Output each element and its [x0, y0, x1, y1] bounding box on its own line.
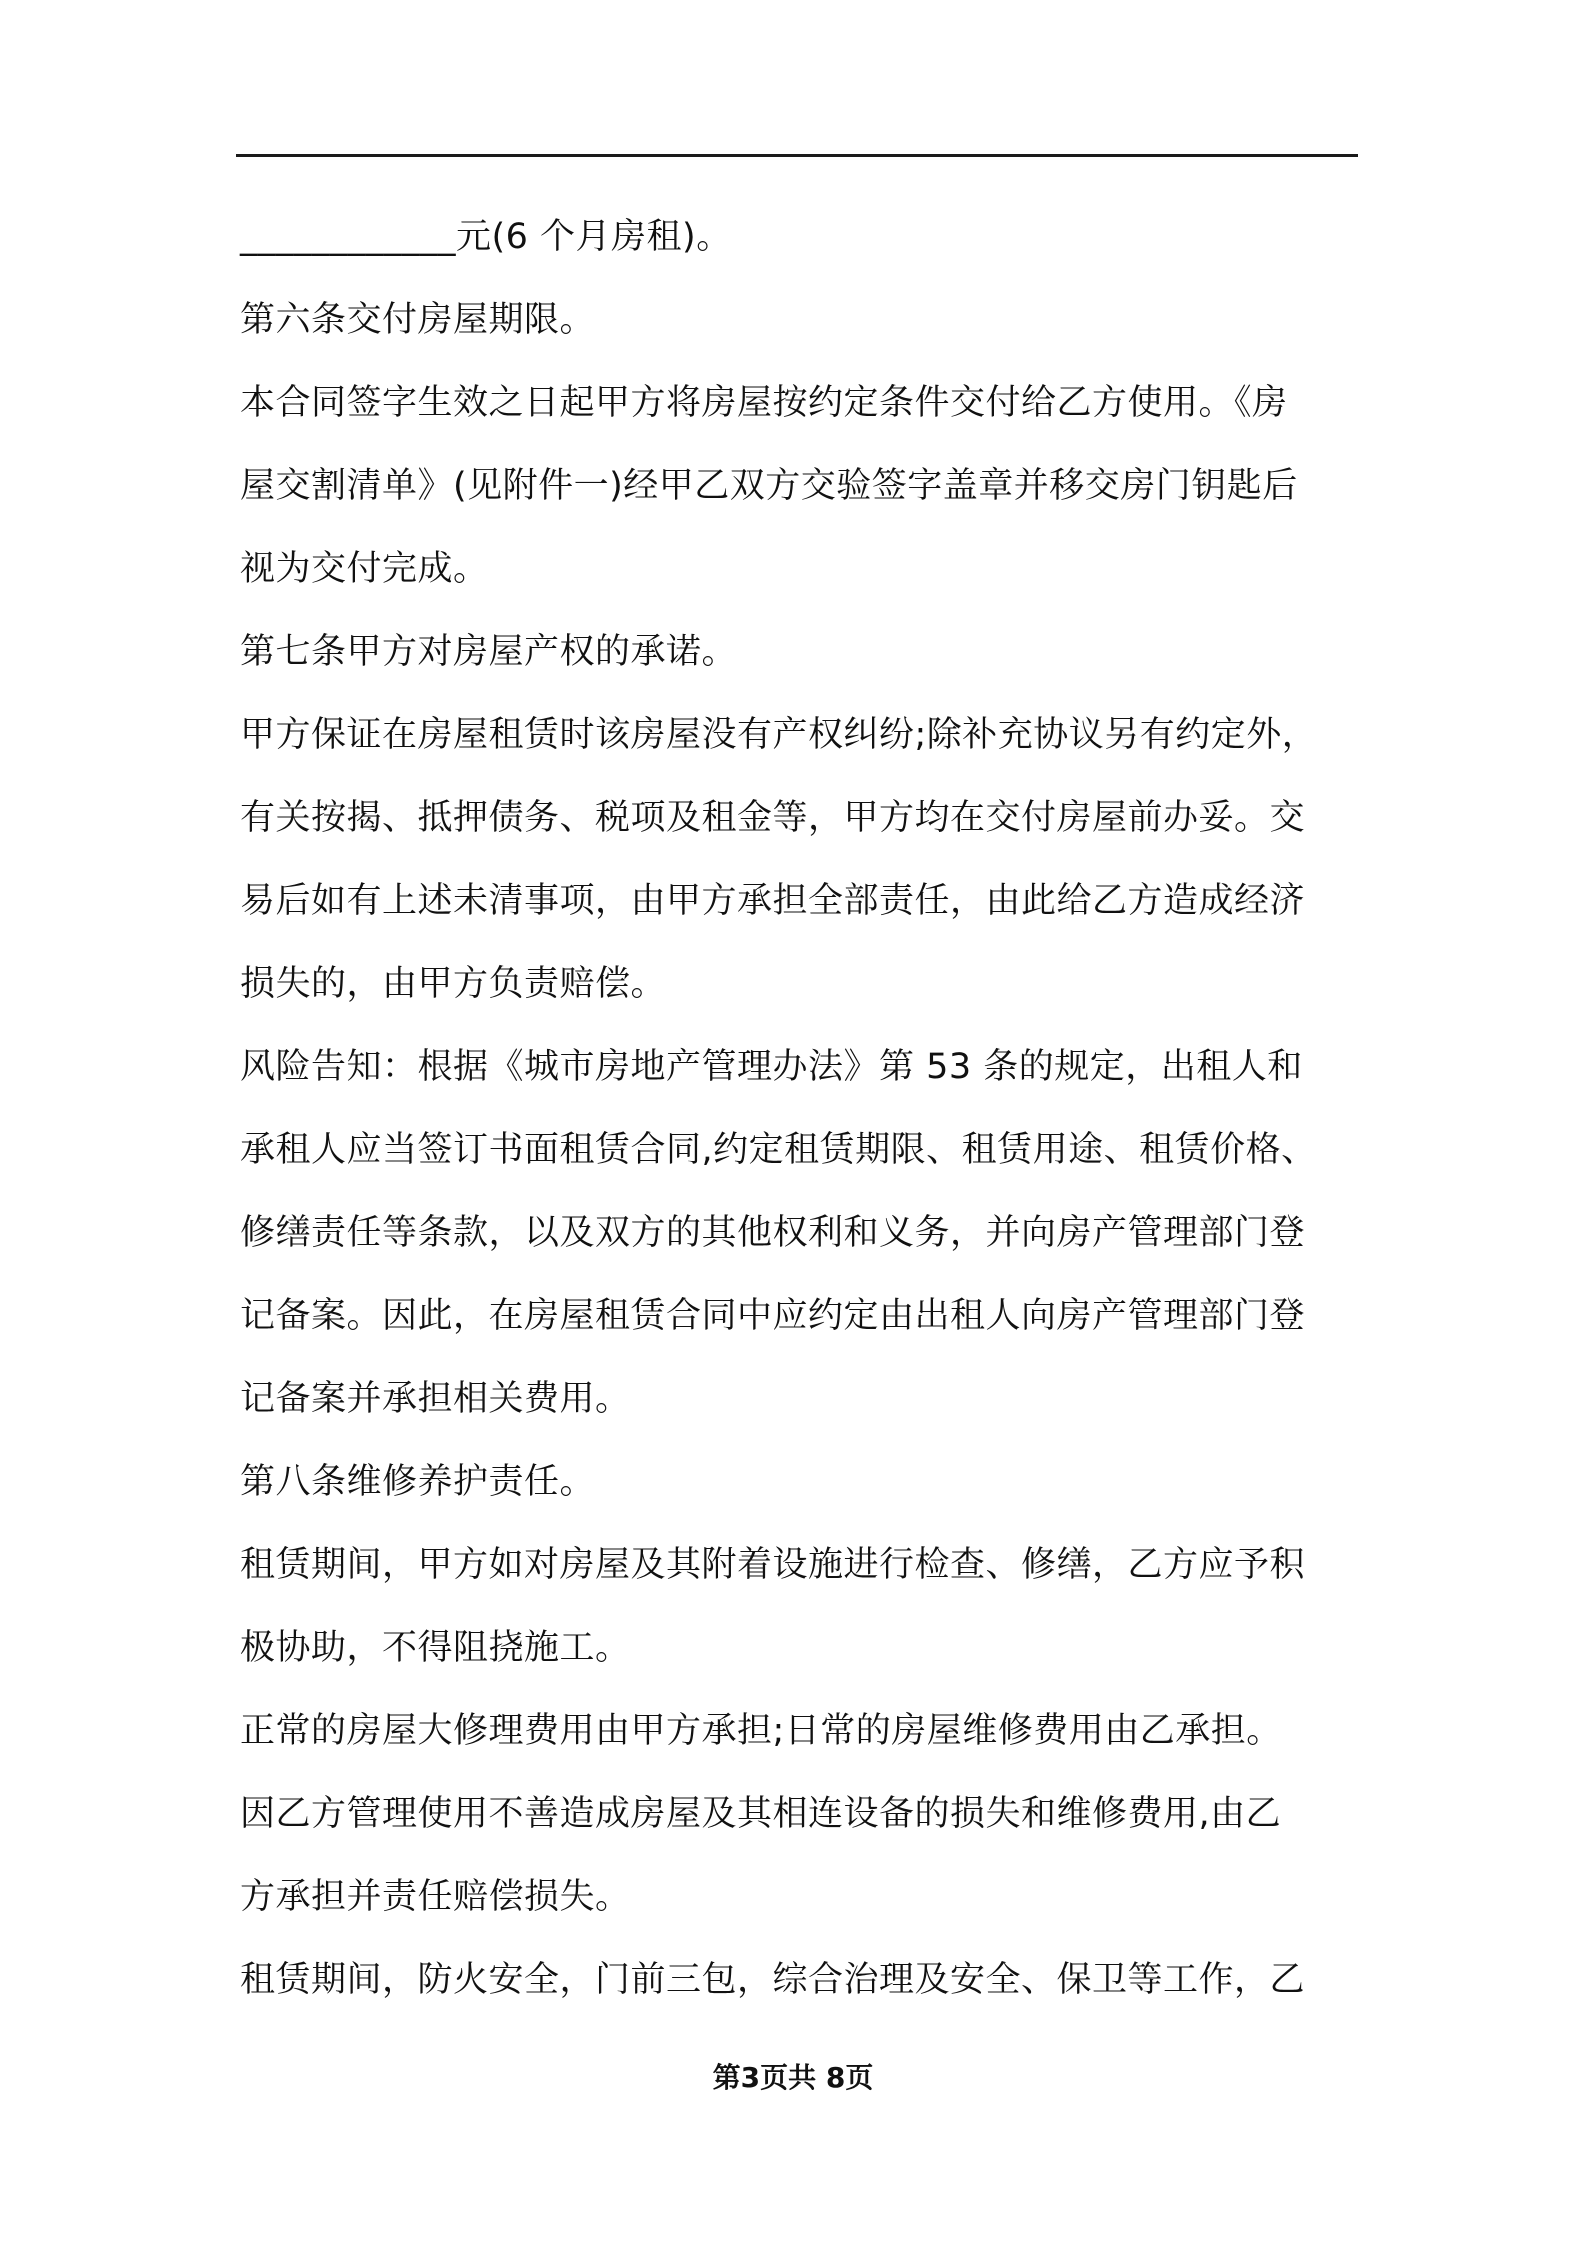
header-rule: [236, 154, 1358, 157]
text-line: ____________元(6 个月房租)。: [240, 217, 732, 257]
text-line: 甲方保证在房屋租赁时该房屋没有产权纠纷;除补充协议另有约定外，: [240, 715, 1318, 755]
section-heading: 第六条交付房屋期限。: [240, 300, 596, 340]
text-line: 记备案。因此，在房屋租赁合同中应约定由出租人向房产管理部门登: [240, 1296, 1306, 1336]
text-line: 租赁期间，防火安全，门前三包，综合治理及安全、保卫等工作，乙: [240, 1960, 1306, 2000]
text-line: 修缮责任等条款，以及双方的其他权利和义务，并向房产管理部门登: [240, 1213, 1306, 1253]
page-number: 第3页共 8页: [712, 2061, 874, 2094]
text-line: 视为交付完成。: [240, 549, 489, 589]
text-line: 租赁期间，甲方如对房屋及其附着设施进行检查、修缮，乙方应予积: [240, 1545, 1306, 1585]
text-line: 屋交割清单》(见附件一)经甲乙双方交验签字盖章并移交房门钥匙后: [240, 466, 1298, 506]
text-line: 损失的，由甲方负责赔偿。: [240, 964, 667, 1004]
text-line: 易后如有上述未清事项，由甲方承担全部责任，由此给乙方造成经济: [240, 881, 1306, 921]
document-body: [240, 196, 1360, 2022]
section-heading: 第七条甲方对房屋产权的承诺。: [240, 632, 738, 672]
text-line: 记备案并承担相关费用。: [240, 1379, 631, 1419]
text-line: 正常的房屋大修理费用由甲方承担;日常的房屋维修费用由乙承担。: [240, 1711, 1282, 1751]
text-line: 方承担并责任赔偿损失。: [240, 1877, 631, 1917]
section-heading: 第八条维修养护责任。: [240, 1462, 596, 1502]
text-line: 有关按揭、抵押债务、税项及租金等，甲方均在交付房屋前办妥。交: [240, 798, 1306, 838]
text-line: 风险告知：根据《城市房地产管理办法》第 53 条的规定，出租人和: [240, 1047, 1303, 1087]
text-line: 承租人应当签订书面租赁合同,约定租赁期限、租赁用途、租赁价格、: [240, 1130, 1317, 1170]
text-line: 本合同签字生效之日起甲方将房屋按约定条件交付给乙方使用。《房: [240, 383, 1288, 423]
text-line: 极协助，不得阻挠施工。: [240, 1628, 631, 1668]
text-line: 因乙方管理使用不善造成房屋及其相连设备的损失和维修费用,由乙: [240, 1794, 1282, 1834]
